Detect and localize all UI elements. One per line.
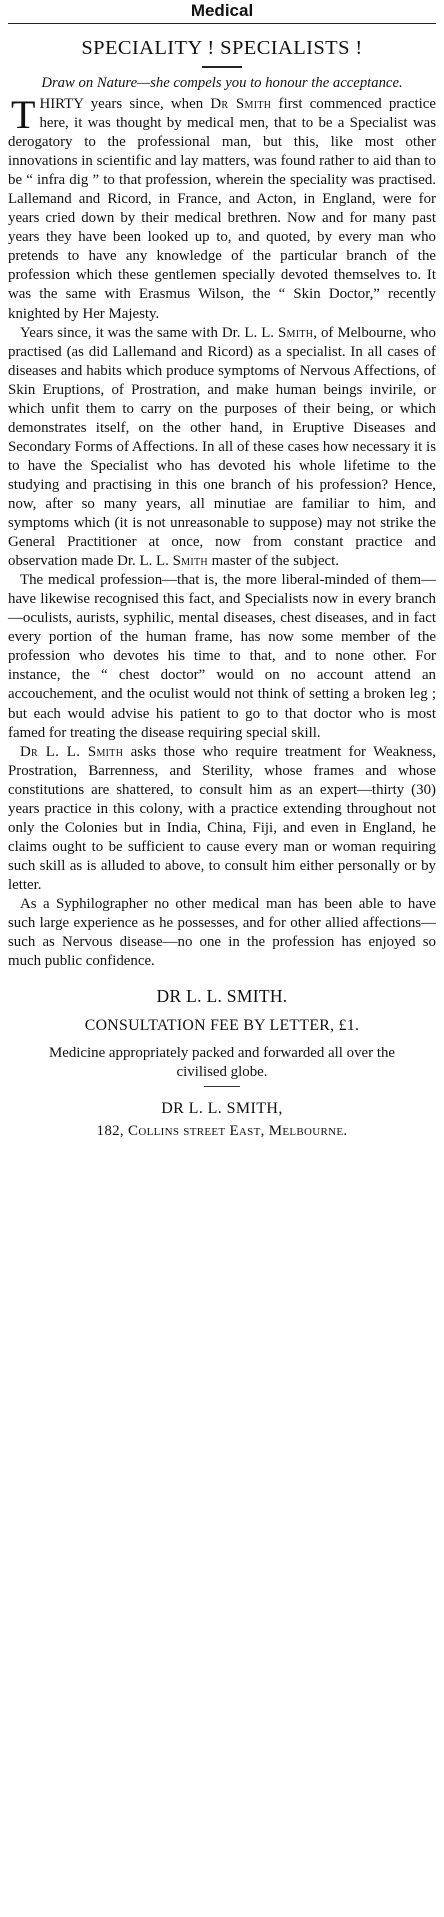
footer-divider — [204, 1086, 240, 1087]
title-divider — [202, 66, 242, 68]
paragraph-1 — [8, 92, 436, 324]
doctor-name: Smith — [172, 553, 208, 570]
doctor-signature-footer: DR L. L. SMITH, — [161, 1100, 283, 1118]
section-heading: Medical — [190, 1, 254, 20]
paragraph-1-lead: HIRTY years since, when — [39, 96, 211, 112]
doctor-name: Smith — [87, 743, 124, 760]
drop-cap: T — [11, 92, 36, 137]
advert-tagline: Draw on Nature—she compels you to honour the acceptance. — [41, 75, 403, 91]
paragraph-2 — [8, 324, 436, 572]
consultation-fee: CONSULTATION FEE BY LETTER, £1. — [84, 1017, 360, 1035]
doctor-signature: DR L. L. SMITH. — [156, 986, 288, 1007]
heading-divider — [8, 23, 436, 24]
paragraph-2-text: , of Melbourne, who practised (as did Lallemand and Ricord) as a specialist. In all cases of diseases and habits which produce symptoms of Nervous Affections, of Skin Eruptions, of Prostration, and make human beings invirile, or which unfit them to carry on the purposes of their being, or which demonstrates itself, on the other hand, in Eruptive Diseases and Secondary Forms of Affections. In all of these cases how necessary it is to have the Specialist who has devoted his whole lifetime to the studying and practising in this one branch of his profession? Hence, now, after so many years, all minutiae are familiar to him, and symptoms which (it is not unreasonable to suppose) may not strike the General Practitioner at once, now from constant practice and observation made Dr. L. L. — [8, 324, 436, 570]
paragraph-3: The medical profession—that is, the more liberal-minded of them—have likewise recognised this fact, and Specialists now in every branch—oculists, aurists, syphilic, mental diseases, chest diseases, and in fact every portion of the human frame, has now some member of the profession who devotes his time to that, and to none other. For instance, the “ chest doctor” would on no account attend an accouchement, and the oculist would not think of setting a broken leg ; but each would advise his patient to go to that doctor who is most famed for treating the disease requiring special skill. — [8, 572, 436, 741]
doctor-name: Smith — [277, 324, 314, 341]
paragraph-2-lead: Years since, it was the same with Dr. L. L. — [20, 324, 278, 341]
medicine-note: Medicine appropriately packed and forwarded all over the civilised globe. — [48, 1045, 396, 1081]
doctor-name: Dr Smith — [210, 96, 272, 112]
paragraph-4-text: asks those who require treatment for Weakness, Prostration, Barrenness, and Sterility, whose frames and whose constitutions are shattered, to consult him as an expert—thirty (30) years practice in this colony, with a practice extending throughout not only the Colonies but in India, China, Fiji, and even in England, he claims ought to be sufficient to cause every man or woman requiring such skill as is alluded to above, to consult him either personally or by letter. — [8, 743, 436, 893]
advert-title: SPECIALITY ! SPECIALISTS ! — [81, 37, 363, 59]
paragraph-2-end: master of the subject. — [207, 553, 340, 570]
paragraph-1-text: first commenced practice here, it was thought by medical men, that to be a Specialist was derogatory to the professional man, but this, like most other innovations in scientific and lay matters, was found rather to aid than to be “ infra dig ” to that profession, wherein the speciality was practised. Lallemand and Ricord, in France, and Acton, in England, were for years cried down by their medical brethren. Now and for many past years they have been looked up to, and quoted, by every man who pretends to have any knowledge of the particular branch of the profession which these gentlemen specially devoted themselves to. It was the same with Erasmus Wilson, the “ Skin Doctor,” recently knighted by Her Majesty. — [8, 96, 436, 322]
paragraph-4 — [8, 743, 436, 895]
doctor-address: 182, Collins street East, Melbourne. — [96, 1123, 348, 1140]
paragraph-5: As a Syphilographer no other medical man has been able to have such large experience as he possesses, and for other allied affections—such as Nervous disease—no one in the profession has enjoyed so much public confidence. — [8, 895, 436, 970]
paragraph-4-lead: Dr L. L. — [20, 743, 88, 760]
article-body — [8, 92, 436, 971]
